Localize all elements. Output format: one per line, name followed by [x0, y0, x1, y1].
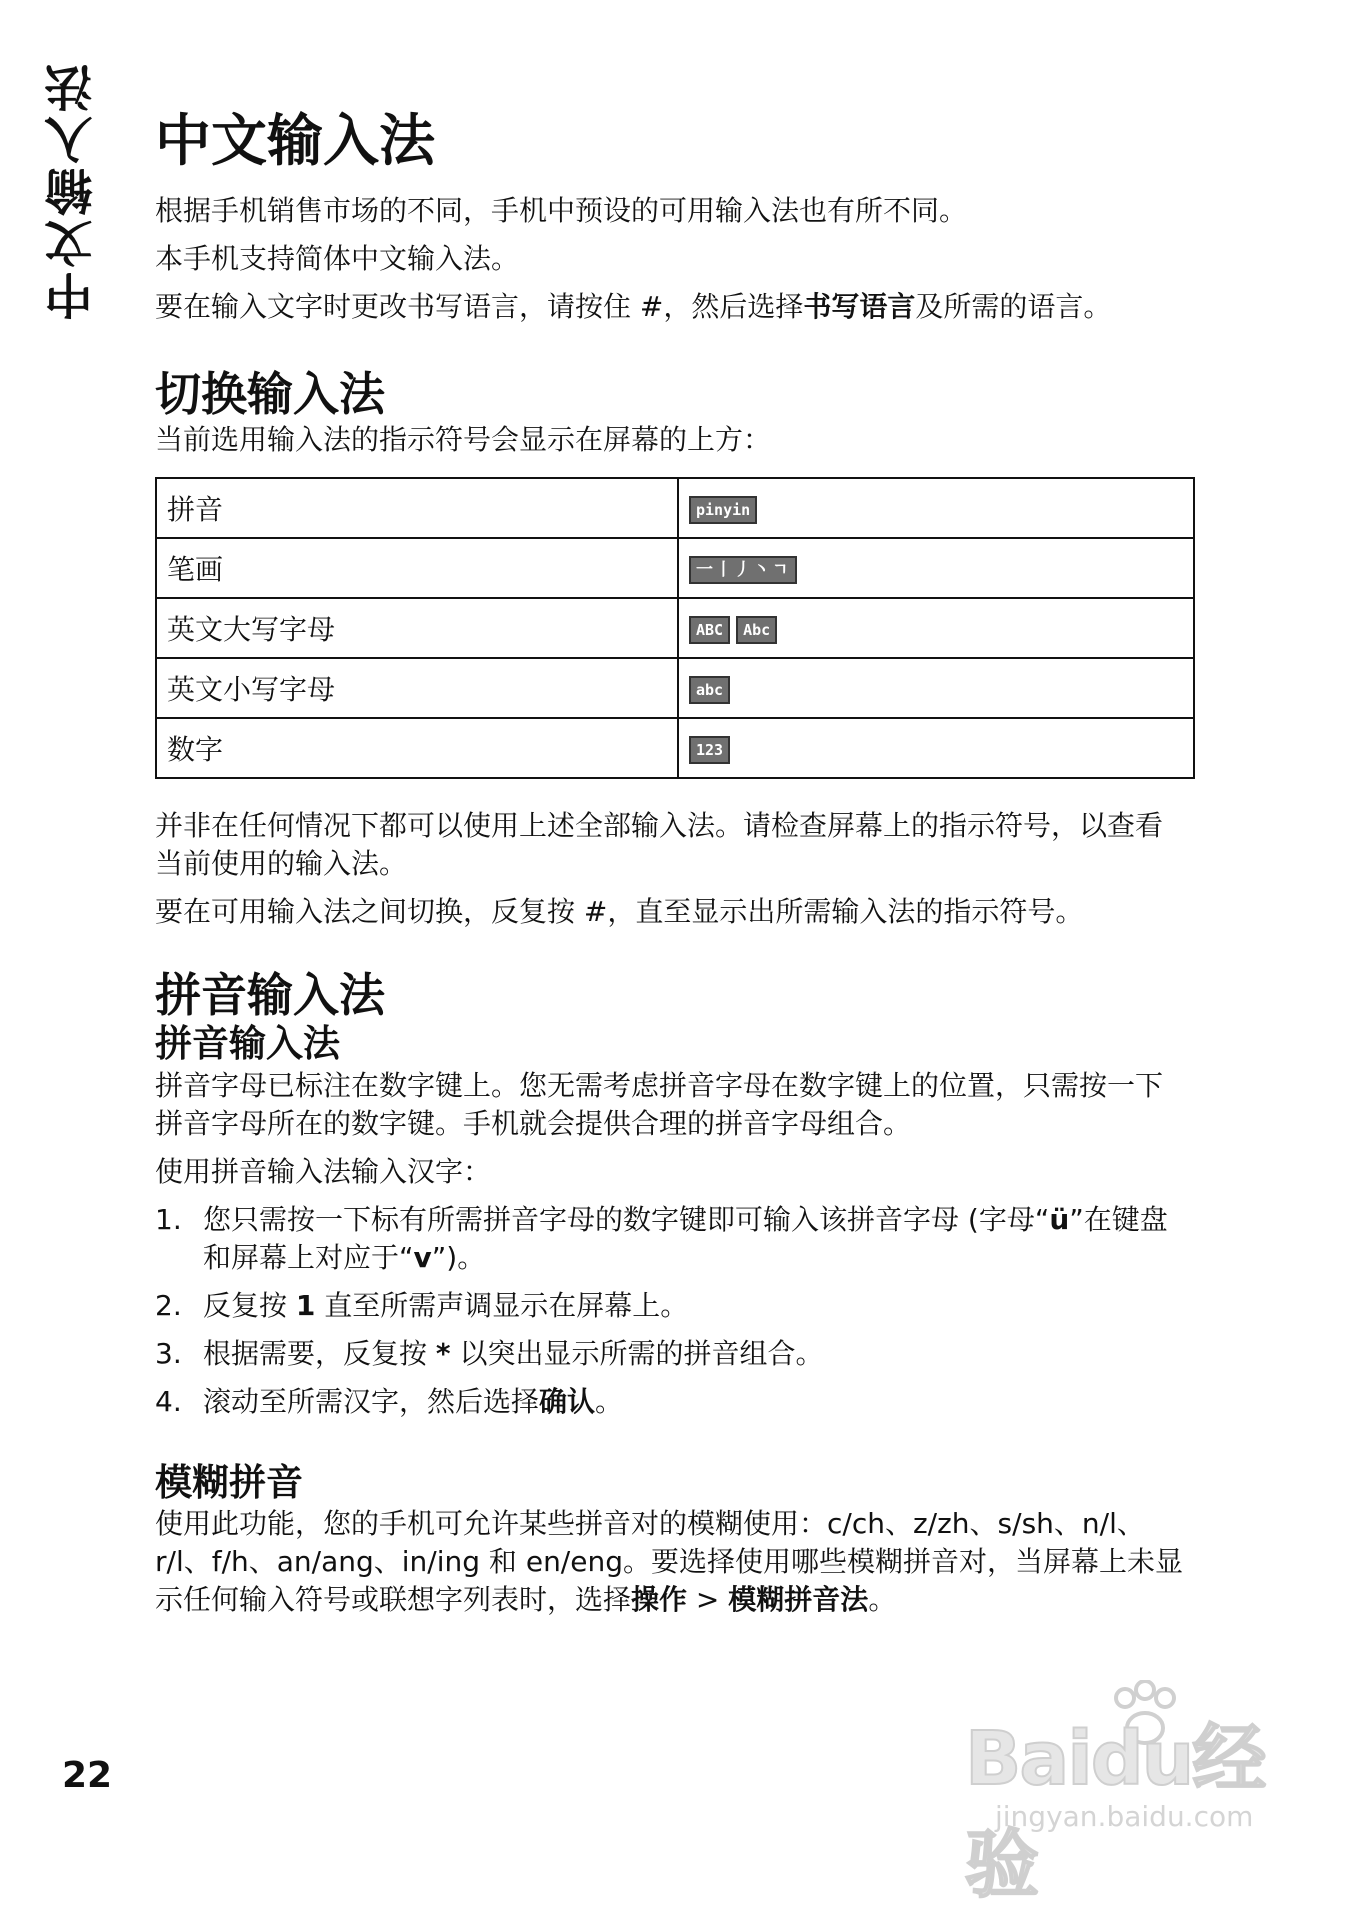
list-item: 2. 反复按 1 直至所需声调显示在屏幕上。 [155, 1288, 689, 1322]
baidu-watermark [965, 1680, 1295, 1908]
page-title: 中文输入法 [155, 109, 435, 174]
paragraph: 本手机支持简体中文输入法。 [155, 242, 520, 276]
table-row [156, 538, 1194, 598]
pinyin-steps-list [155, 1201, 1190, 1421]
section-heading: 切换输入法 [155, 367, 385, 422]
mode-name: 数字 [156, 718, 678, 778]
mode-name: 英文大写字母 [156, 598, 678, 658]
watermark-url: jingyan.baidu.com [995, 1800, 1254, 1833]
mode-indicator-cell [678, 658, 1194, 718]
paragraph: 当前选用输入法的指示符号会显示在屏幕的上方： [155, 423, 772, 457]
subsection-heading: 拼音输入法 [155, 1022, 340, 1066]
mode-indicator-cell [678, 538, 1194, 598]
section-pinyin [155, 969, 1190, 1420]
mode-name: 拼音 [156, 478, 678, 538]
mode-indicator-cell [678, 718, 1194, 778]
uppercase-indicator-icon: ABC [689, 616, 730, 644]
page-number: 22 [62, 1755, 113, 1796]
paragraph: 根据手机销售市场的不同，手机中预设的可用输入法也有所不同。 [155, 194, 968, 228]
table-row [156, 478, 1194, 538]
sentence-case-indicator-icon: Abc [736, 616, 777, 644]
mode-indicator-cell [678, 478, 1194, 538]
section-heading: 拼音输入法 [155, 968, 385, 1023]
list-item: 3. 根据需要，反复按 * 以突出显示所需的拼音组合。 [155, 1336, 824, 1370]
input-mode-table [155, 477, 1195, 779]
list-item: 1. 您只需按一下标有所需拼音字母的数字键即可输入该拼音字母 (字母“ü”在键盘和屏幕上对应于“v”)。 [155, 1202, 1168, 1274]
mode-name: 英文小写字母 [156, 658, 678, 718]
section-fuzzy-pinyin [155, 1461, 1190, 1619]
page-content [155, 110, 1190, 1629]
mode-name: 笔画 [156, 538, 678, 598]
list-item: 4. 滚动至所需汉字，然后选择确认。 [155, 1384, 624, 1418]
paragraph: 要在可用输入法之间切换，反复按 #，直至显示出所需输入法的指示符号。 [155, 895, 1084, 929]
section-chinese-input [155, 110, 1190, 326]
menu-term: 书写语言 [803, 290, 916, 324]
watermark-logo: Baidu经验 [965, 1716, 1265, 1908]
table-row [156, 658, 1194, 718]
paragraph-writing-language: 要在输入文字时更改书写语言，请按住 #，然后选择书写语言及所需的语言。 [155, 290, 1112, 324]
paragraph: 拼音字母已标注在数字键上。您无需考虑拼音字母在数字键上的位置，只需按一下拼音字母所在的数字键。手机就会提供合理的拼音字母组合。 [155, 1068, 1164, 1140]
mode-indicator-cell [678, 598, 1194, 658]
side-tab-label: 中文输入法 [45, 60, 101, 320]
paragraph: 并非在任何情况下都可以使用上述全部输入法。请检查屏幕上的指示符号，以查看当前使用的输入法。 [155, 809, 1164, 881]
paragraph: 使用拼音输入法输入汉字： [155, 1154, 492, 1188]
menu-term: 模糊拼音法 [728, 1582, 869, 1616]
pinyin-indicator-icon: pinyin [689, 496, 757, 524]
table-row [156, 718, 1194, 778]
paragraph-fuzzy-pinyin: 使用此功能，您的手机可允许某些拼音对的模糊使用：c/ch、z/zh、s/sh、n/l、r/l、f/h、an/ang、in/ing 和 en/eng。要选择使用哪些模糊拼音对，当屏幕上未显示任何输入符号或联想字列表时，选择操作 > 模糊拼音法。 [155, 1506, 1183, 1616]
subsection-heading: 模糊拼音 [155, 1460, 303, 1504]
lowercase-indicator-icon: abc [689, 676, 730, 704]
table-row [156, 598, 1194, 658]
stroke-indicator-icon: 一丨丿丶ㄱ [689, 556, 797, 584]
numeric-indicator-icon: 123 [689, 736, 730, 764]
section-switch-input [155, 368, 1190, 931]
menu-term: 操作 [631, 1582, 688, 1616]
